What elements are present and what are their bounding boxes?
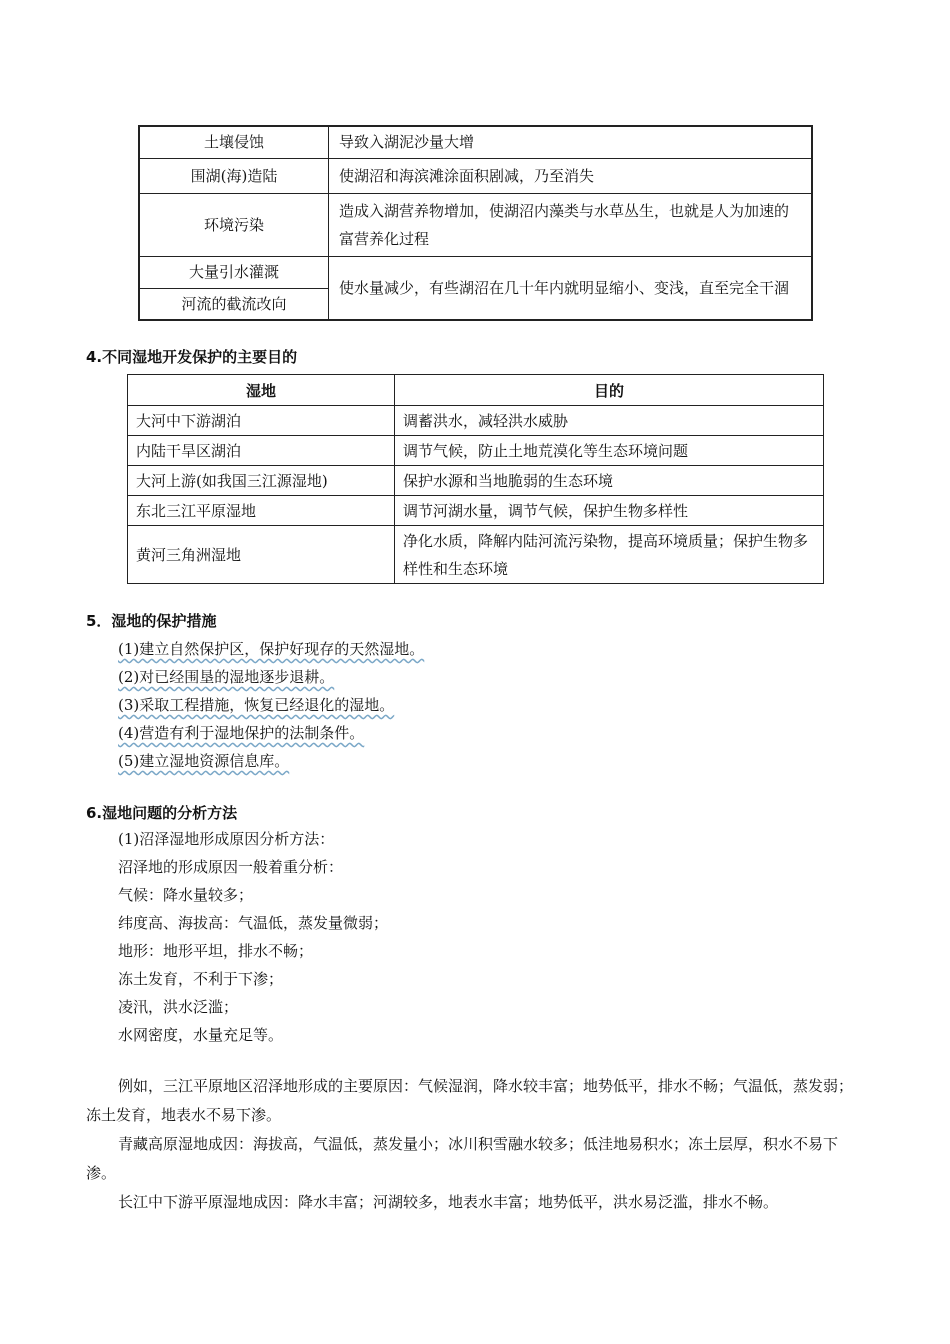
table-cell: 围湖(海)造陆 — [139, 158, 329, 193]
table-row — [128, 436, 824, 466]
table-row — [139, 256, 812, 288]
paragraph: 青藏高原湿地成因：海拔高，气温低，蒸发量小；冰川积雪融水较多；低洼地易积水；冻土层厚，积水不易下渗。 — [86, 1135, 839, 1182]
text-line: 凌汛，洪水泛滥； — [118, 998, 239, 1016]
text-line: 沼泽地的形成原因一般着重分析： — [118, 858, 344, 876]
table-cell: 调节气候，防止土地荒漠化等生态环境问题 — [395, 436, 824, 466]
section-heading: 5．湿地的保护措施 — [86, 612, 217, 630]
section-heading: 6.湿地问题的分析方法 — [86, 804, 238, 822]
table-cell: 河流的截流改向 — [139, 288, 329, 320]
table-cell: 大河上游(如我国三江源湿地) — [128, 466, 395, 496]
table-cell: 东北三江平原湿地 — [128, 496, 395, 526]
table-cell: 调节河湖水量，调节气候，保护生物多样性 — [395, 496, 824, 526]
table-cell: 环境污染 — [139, 193, 329, 256]
table-cell: 黄河三角洲湿地 — [128, 526, 395, 584]
table-cell: 保护水源和当地脆弱的生态环境 — [395, 466, 824, 496]
list-item: (3)采取工程措施，恢复已经退化的湿地。 — [118, 696, 395, 714]
table-row — [128, 526, 824, 584]
table-cell: 内陆干旱区湖泊 — [128, 436, 395, 466]
table-cell: 造成入湖营养物增加，使湖沼内藻类与水草丛生，也就是人为加速的富营养化过程 — [329, 193, 813, 256]
text-line: 地形：地形平坦，排水不畅； — [118, 942, 314, 960]
table-cell: 大河中下游湖泊 — [128, 406, 395, 436]
column-header: 湿地 — [128, 375, 395, 406]
paragraph: 例如，三江平原地区沼泽地形成的主要原因：气候湿润，降水较丰富；地势低平，排水不畅；气温低，蒸发弱；冻土发育，地表水不易下渗。 — [86, 1077, 854, 1124]
table-cell: 调蓄洪水，减轻洪水威胁 — [395, 406, 824, 436]
column-header: 目的 — [395, 375, 824, 406]
text-line: (1)沼泽湿地形成原因分析方法： — [118, 830, 335, 848]
list-item: (4)营造有利于湿地保护的法制条件。 — [118, 724, 365, 742]
text-line: 气候：降水量较多； — [118, 886, 254, 904]
paragraph: 长江中下游平原湿地成因：降水丰富；河湖较多，地表水丰富；地势低平，洪水易泛滥，排水不畅。 — [118, 1193, 779, 1211]
table-row — [139, 158, 812, 193]
wetland-purpose-table — [127, 374, 824, 584]
text-line: 水网密度，水量充足等。 — [118, 1026, 284, 1044]
table-cell: 净化水质，降解内陆河流污染物，提高环境质量；保护生物多样性和生态环境 — [395, 526, 824, 584]
table-row — [139, 126, 812, 158]
table-row — [128, 466, 824, 496]
list-item: (5)建立湿地资源信息库。 — [118, 752, 290, 770]
table-header-row — [128, 375, 824, 406]
table-cell: 使湖沼和海滨滩涂面积剧减，乃至消失 — [329, 158, 813, 193]
lake-problems-table — [138, 125, 813, 321]
table-cell: 使水量减少，有些湖沼在几十年内就明显缩小、变浅，直至完全干涸 — [329, 256, 813, 320]
table-cell: 导致入湖泥沙量大增 — [329, 126, 813, 158]
section-heading: 4.不同湿地开发保护的主要目的 — [86, 348, 298, 366]
table-row — [139, 193, 812, 256]
table-row — [128, 406, 824, 436]
list-item: (2)对已经围垦的湿地逐步退耕。 — [118, 668, 335, 686]
table-cell: 大量引水灌溉 — [139, 256, 329, 288]
text-line: 冻土发育，不利于下渗； — [118, 970, 284, 988]
text-line: 纬度高、海拔高：气温低，蒸发量微弱； — [118, 914, 389, 932]
table-cell: 土壤侵蚀 — [139, 126, 329, 158]
table-row — [128, 496, 824, 526]
list-item: (1)建立自然保护区，保护好现存的天然湿地。 — [118, 640, 425, 658]
